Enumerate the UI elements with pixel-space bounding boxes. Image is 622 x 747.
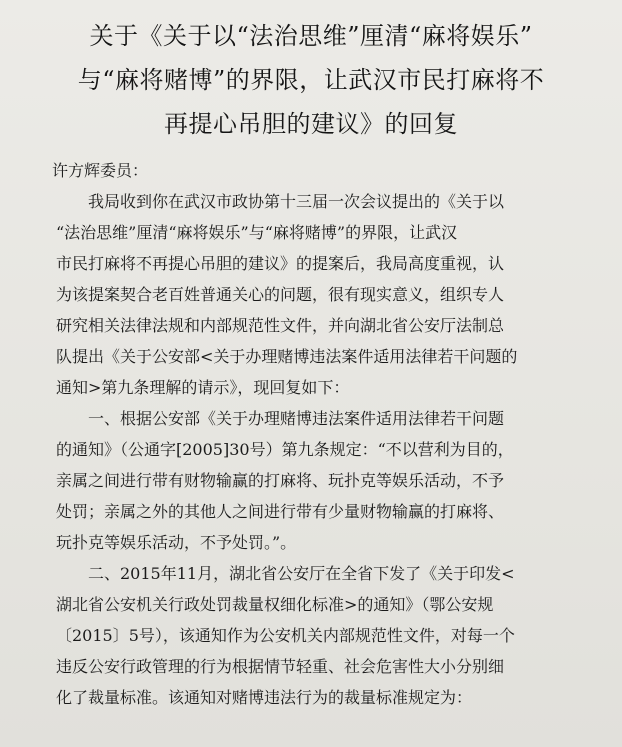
text-line: 〔2015〕5号），该通知作为公安机关内部规范性文件，对每一个	[56, 626, 515, 645]
text-line: 通知>第九条理解的请示》，现回复如下：	[56, 378, 350, 397]
text-line: “法治思维”厘清“麻将娱乐”与“麻将赌博”的界限，让武汉	[56, 223, 458, 242]
text-line: 化了裁量标准。该通知对赌博违法行为的裁量标准规定为：	[56, 688, 473, 707]
text-line: 亲属之间进行带有财物输赢的打麻将、玩扑克等娱乐活动，不予	[56, 471, 505, 490]
text-line: 二、2015年11月，湖北省公安厅在全省下发了《关于印发<	[88, 564, 515, 583]
title-line: 与“麻将赌博”的界限，让武汉市民打麻将不	[77, 66, 545, 94]
text-line: 湖北省公安机关行政处罚裁量权细化标准>的通知》（鄂公安规	[56, 595, 494, 614]
salutation: 许方辉委员：	[52, 161, 149, 180]
text-line: 处罚；亲属之外的其他人之间进行带有少量财物输赢的打麻将、	[56, 502, 505, 521]
text-line: 队提出《关于公安部<关于办理赌博违法案件适用法律若干问题的	[56, 347, 518, 366]
paragraph-2	[56, 403, 604, 558]
paragraph-1	[56, 186, 604, 403]
text-line: 市民打麻将不再提心吊胆的建议》的提案后，我局高度重视，认	[56, 254, 505, 273]
text-line: 的通知》（公通字[2005]30号）第九条规定：“不以营利为目的，	[56, 440, 514, 459]
text-line: 一、根据公安部《关于办理赌博违法案件适用法律若干问题	[88, 409, 505, 428]
document-title	[16, 14, 606, 146]
text-line: 为该提案契合老百姓普通关心的问题，很有现实意义，组织专人	[56, 285, 505, 304]
text-line: 违反公安行政管理的行为根据情节轻重、社会危害性大小分别细	[56, 657, 505, 676]
title-line: 再提心吊胆的建议》的回复	[164, 110, 458, 138]
text-line: 研究相关法律法规和内部规范性文件，并向湖北省公安厅法制总	[56, 316, 505, 335]
title-line: 关于《关于以“法治思维”厘清“麻将娱乐”	[89, 22, 533, 50]
paragraph-3	[56, 558, 604, 713]
text-line: 我局收到你在武汉市政协第十三届一次会议提出的《关于以	[88, 192, 505, 211]
document-body	[56, 186, 604, 713]
text-line: 玩扑克等娱乐活动，不予处罚。”。	[56, 533, 297, 552]
